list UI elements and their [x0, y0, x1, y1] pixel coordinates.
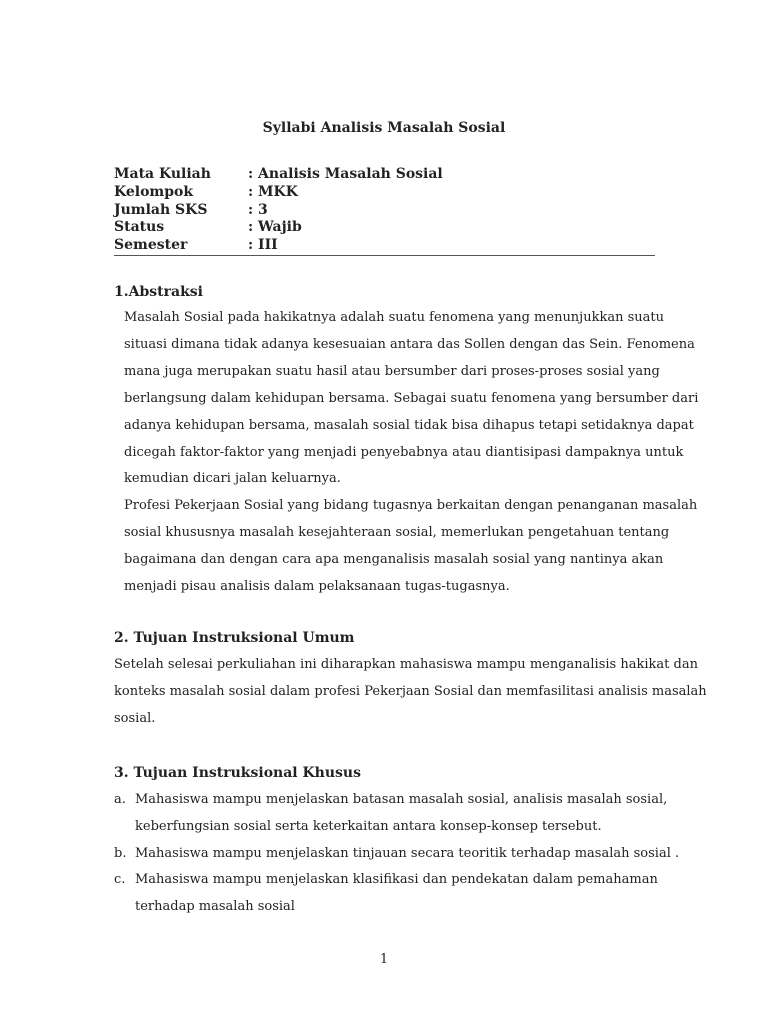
- course-info-row: [114, 237, 655, 255]
- course-info-row: [114, 219, 655, 237]
- text-line: Mahasiswa mampu menjelaskan batasan masalah sosial, analisis masalah sosial,: [135, 792, 668, 807]
- page-number: 1: [379, 952, 389, 967]
- list-marker: a.: [114, 792, 126, 807]
- divider: [114, 255, 655, 256]
- text-line: Profesi Pekerjaan Sosial yang bidang tugasnya berkaitan dengan penanganan masalah: [124, 498, 698, 513]
- text-line: Setelah selesai perkuliahan ini diharapkan mahasiswa mampu menganalisis hakikat dan: [114, 657, 698, 672]
- abstraksi-paragraph-2: [124, 493, 698, 601]
- course-info-label: Kelompok: [114, 183, 194, 200]
- course-info-value: : Analisis Masalah Sosial: [248, 166, 443, 182]
- course-info-row: [114, 166, 655, 184]
- text-line: Mahasiswa mampu menjelaskan klasifikasi dan pendekatan dalam pemahaman: [135, 872, 658, 887]
- list-item: [114, 867, 658, 921]
- course-info-label: Mata Kuliah: [114, 166, 211, 182]
- text-line: kemudian dicari jalan keluarnya.: [124, 471, 341, 487]
- tujuan-umum-paragraph: [114, 652, 707, 733]
- list-item-text: [135, 787, 668, 841]
- list-marker: c.: [114, 872, 126, 887]
- text-line: mana juga merupakan suatu hasil atau bersumber dari proses-proses sosial yang: [124, 363, 660, 379]
- text-line: berlangsung dalam kehidupan bersama. Sebagai suatu fenomena yang bersumber dari: [124, 390, 699, 406]
- text-line: sosial.: [114, 710, 156, 726]
- course-info-table: [114, 166, 655, 255]
- course-info-value: : MKK: [248, 183, 298, 200]
- course-info-value: : 3: [248, 201, 268, 218]
- text-line: bagaimana dan dengan cara apa menganalisis masalah sosial yang nantinya akan: [124, 551, 664, 567]
- course-info-value: : Wajib: [248, 219, 302, 236]
- course-info-value: : III: [248, 237, 278, 254]
- document-title: Syllabi Analisis Masalah Sosial: [262, 120, 506, 136]
- section-heading-abstraksi: 1.Abstraksi: [114, 284, 203, 300]
- list-item-text: [135, 867, 658, 921]
- text-line: konteks masalah sosial dalam profesi Pekerjaan Sosial dan memfasilitasi analisis masalah: [114, 683, 707, 699]
- list-marker: b.: [114, 846, 127, 861]
- course-info-label: Jumlah SKS: [114, 201, 208, 218]
- text-line: dicegah faktor-faktor yang menjadi penyebabnya atau diantisipasi dampaknya untuk: [124, 444, 684, 460]
- course-info-label: Semester: [114, 237, 188, 254]
- list-item-text: [135, 841, 680, 868]
- course-info-row: [114, 184, 655, 202]
- list-item: [114, 841, 680, 868]
- text-line: sosial khususnya masalah kesejahteraan sosial, memerlukan pengetahuan tentang: [124, 524, 670, 540]
- section-heading-tujuan-umum: 2. Tujuan Instruksional Umum: [114, 630, 355, 646]
- list-item: [114, 787, 668, 841]
- course-info-label: Status: [114, 219, 165, 236]
- text-line: terhadap masalah sosial: [135, 898, 295, 914]
- text-line: Mahasiswa mampu menjelaskan tinjauan secara teoritik terhadap masalah sosial .: [135, 846, 680, 861]
- text-line: situasi dimana tidak adanya kesesuaian antara das Sollen dengan das Sein. Fenomena: [124, 336, 695, 352]
- text-line: adanya kehidupan bersama, masalah sosial tidak bisa dihapus tetapi setidaknya dapat: [124, 417, 694, 433]
- text-line: Masalah Sosial pada hakikatnya adalah suatu fenomena yang menunjukkan suatu: [124, 310, 664, 325]
- section-heading-tujuan-khusus: 3. Tujuan Instruksional Khusus: [114, 765, 361, 781]
- text-line: menjadi pisau analisis dalam pelaksanaan tugas-tugasnya.: [124, 578, 510, 594]
- course-info-row: [114, 202, 655, 220]
- abstraksi-paragraph-1: [124, 305, 699, 493]
- text-line: keberfungsian sosial serta keterkaitan antara konsep-konsep tersebut.: [135, 818, 602, 834]
